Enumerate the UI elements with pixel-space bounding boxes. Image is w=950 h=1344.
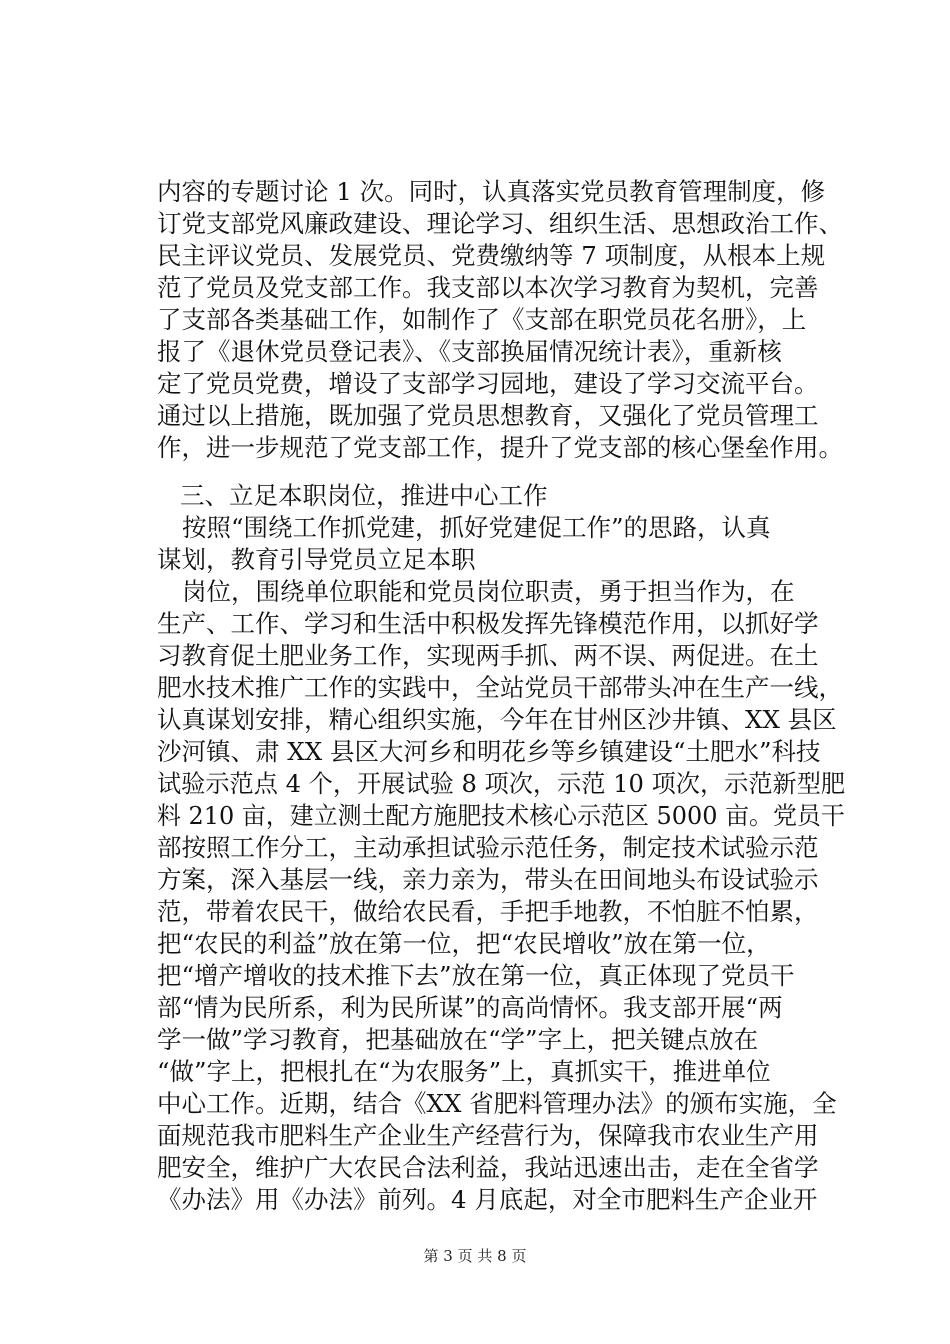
text-line: “做”字上，把根扎在“为农服务”上，真抓实干，推进单位	[157, 1057, 771, 1086]
text-line: 《办法》用《办法》前列。4 月底起，对全市肥料生产企业开	[157, 1185, 818, 1214]
text-line: 生产、工作、学习和生活中积极发挥先锋模范作用，以抓好学	[157, 609, 819, 638]
text-line: 报了《退休党员登记表》、《支部换届情况统计表》，重新核	[157, 337, 782, 366]
text-line: 部“情为民所系，利为民所谋”的高尚情怀。我支部开展“两	[157, 993, 783, 1022]
text-line: 民主评议党员、发展党员、党费缴纳等 7 项制度，从根本上规	[157, 241, 826, 270]
text-line: 范，带着农民干，做给农民看，手把手地教，不怕脏不怕累，	[157, 897, 819, 926]
text-line: 中心工作。近期，结合《XX 省肥料管理办法》的颁布实施，全	[157, 1089, 837, 1118]
text-line: 岗位，围绕单位职能和党员岗位职责，勇于担当作为，在	[182, 577, 795, 606]
text-line: 订党支部党风廉政建设、理论学习、组织生活、思想政治工作、	[157, 209, 843, 238]
text-line: 试验示范点 4 个，开展试验 8 项次，示范 10 项次，示范新型肥	[157, 769, 846, 798]
text-line: 把“增产增收的技术推下去”放在第一位，真正体现了党员干	[157, 961, 795, 990]
section-heading: 三、立足本职岗位，推进中心工作	[180, 481, 548, 510]
text-line: 了支部各类基础工作，如制作了《支部在职党员花名册》，上	[157, 305, 807, 334]
text-line: 沙河镇、肃 XX 县区大河乡和明花乡等乡镇建设“土肥水”科技	[157, 737, 821, 766]
text-line: 范了党员及党支部工作。我支部以本次学习教育为契机，完善	[157, 273, 819, 302]
text-line: 作，进一步规范了党支部工作，提升了党支部的核心堡垒作用。	[157, 433, 843, 462]
text-line: 面规范我市肥料生产企业生产经营行为，保障我市农业生产用	[157, 1121, 819, 1150]
text-line: 习教育促土肥业务工作，实现两手抓、两不误、两促进。在土	[157, 641, 819, 670]
text-line: 通过以上措施，既加强了党员思想教育，又强化了党员管理工	[157, 401, 819, 430]
text-line: 肥安全，维护广大农民合法利益，我站迅速出击，走在全省学	[157, 1153, 819, 1182]
text-line: 学一做”学习教育，把基础放在“学”字上，把关键点放在	[157, 1025, 759, 1054]
text-line: 认真谋划安排，精心组织实施，今年在甘州区沙井镇、XX 县区	[157, 705, 837, 734]
text-line: 内容的专题讨论 1 次。同时，认真落实党员教育管理制度，修	[157, 177, 826, 206]
text-line: 定了党员党费，增设了支部学习园地，建设了学习交流平台。	[157, 369, 819, 398]
page-footer: 第 3 页 共 8 页	[423, 1247, 527, 1265]
text-line: 按照“围绕工作抓党建，抓好党建促工作”的思路，认真	[182, 513, 771, 542]
text-line: 肥水技术推广工作的实践中，全站党员干部带头冲在生产一线，	[157, 673, 843, 702]
text-line: 方案，深入基层一线，亲力亲为，带头在田间地头布设试验示	[157, 865, 819, 894]
text-line: 把“农民的利益”放在第一位，把“农民增收”放在第一位，	[157, 929, 771, 958]
text-line: 料 210 亩，建立测土配方施肥技术核心示范区 5000 亩。党员干	[157, 801, 845, 830]
text-line: 谋划，教育引导党员立足本职	[157, 545, 476, 574]
text-line: 部按照工作分工，主动承担试验示范任务，制定技术试验示范	[157, 833, 819, 862]
